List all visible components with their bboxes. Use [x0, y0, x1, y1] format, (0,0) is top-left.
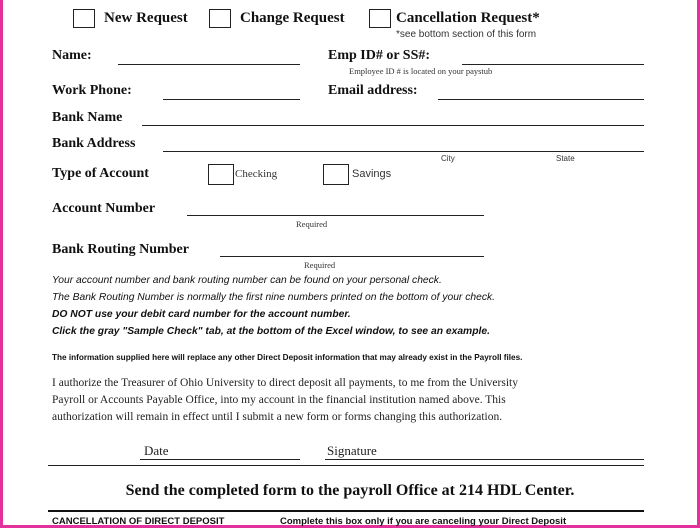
cancellation-request-checkbox[interactable] [369, 9, 391, 28]
send-instruction: Send the completed form to the payroll Office at 214 HDL Center. [125, 482, 575, 499]
work-phone-field[interactable] [163, 99, 300, 100]
savings-checkbox[interactable] [323, 164, 349, 185]
change-request-label: Change Request [240, 10, 345, 26]
name-field[interactable] [118, 64, 300, 65]
cancellation-note: *see bottom section of this form [396, 29, 537, 40]
bank-name-label: Bank Name [52, 110, 123, 125]
checking-checkbox[interactable] [208, 164, 234, 185]
note-line-3: DO NOT use your debit card number for the account number. [52, 309, 351, 320]
name-label: Name: [52, 48, 92, 63]
emp-id-hint: Employee ID # is located on your paystub [349, 66, 493, 76]
signature-field[interactable] [325, 459, 644, 460]
cancellation-divider [48, 510, 644, 512]
note-line-2: The Bank Routing Number is normally the first nine numbers printed on the bottom of your check. [52, 292, 495, 303]
email-field[interactable] [438, 99, 644, 100]
city-caption: City [441, 154, 455, 163]
savings-label: Savings [352, 168, 392, 180]
routing-number-field[interactable] [220, 256, 484, 257]
new-request-checkbox[interactable] [73, 9, 95, 28]
account-number-required: Required [296, 219, 328, 229]
bank-address-label: Bank Address [52, 136, 136, 151]
section-divider [48, 465, 644, 466]
bank-name-field[interactable] [142, 125, 644, 126]
info-statement: The information supplied here will replace any other Direct Deposit information that may already exist in the Payroll files. [52, 353, 523, 362]
authorization-line-3: authorization will remain in effect until I submit a new form or forms changing this authorization. [52, 411, 503, 423]
new-request-label: New Request [104, 10, 188, 26]
account-number-field[interactable] [187, 215, 484, 216]
checking-label: Checking [235, 168, 278, 180]
signature-label: Signature [327, 443, 377, 458]
change-request-checkbox[interactable] [209, 9, 231, 28]
bank-address-field[interactable] [163, 151, 644, 152]
note-line-1: Your account number and bank routing number can be found on your personal check. [52, 275, 442, 286]
date-label: Date [144, 443, 169, 458]
routing-number-label: Bank Routing Number [52, 242, 189, 257]
work-phone-label: Work Phone: [52, 83, 132, 98]
authorization-line-2: Payroll or Accounts Payable Office, into my account in the financial institution named above. This [52, 394, 506, 406]
account-number-label: Account Number [52, 201, 156, 216]
routing-number-required: Required [304, 260, 336, 270]
authorization-line-1: I authorize the Treasurer of Ohio University to direct deposit all payments, to me from the University [52, 377, 518, 389]
page-border-left [0, 0, 3, 528]
state-caption: State [556, 154, 575, 163]
emp-id-label: Emp ID# or SS#: [328, 48, 431, 63]
date-field[interactable] [140, 459, 300, 460]
email-label: Email address: [328, 83, 418, 98]
account-type-label: Type of Account [52, 166, 149, 181]
emp-id-field[interactable] [462, 64, 644, 65]
note-line-4: Click the gray "Sample Check" tab, at the bottom of the Excel window, to see an example. [52, 326, 490, 337]
cancellation-request-label: Cancellation Request* [396, 10, 540, 26]
cancellation-instruction: Complete this box only if you are canceling your Direct Deposit [280, 516, 567, 527]
cancellation-title: CANCELLATION OF DIRECT DEPOSIT [52, 516, 225, 527]
